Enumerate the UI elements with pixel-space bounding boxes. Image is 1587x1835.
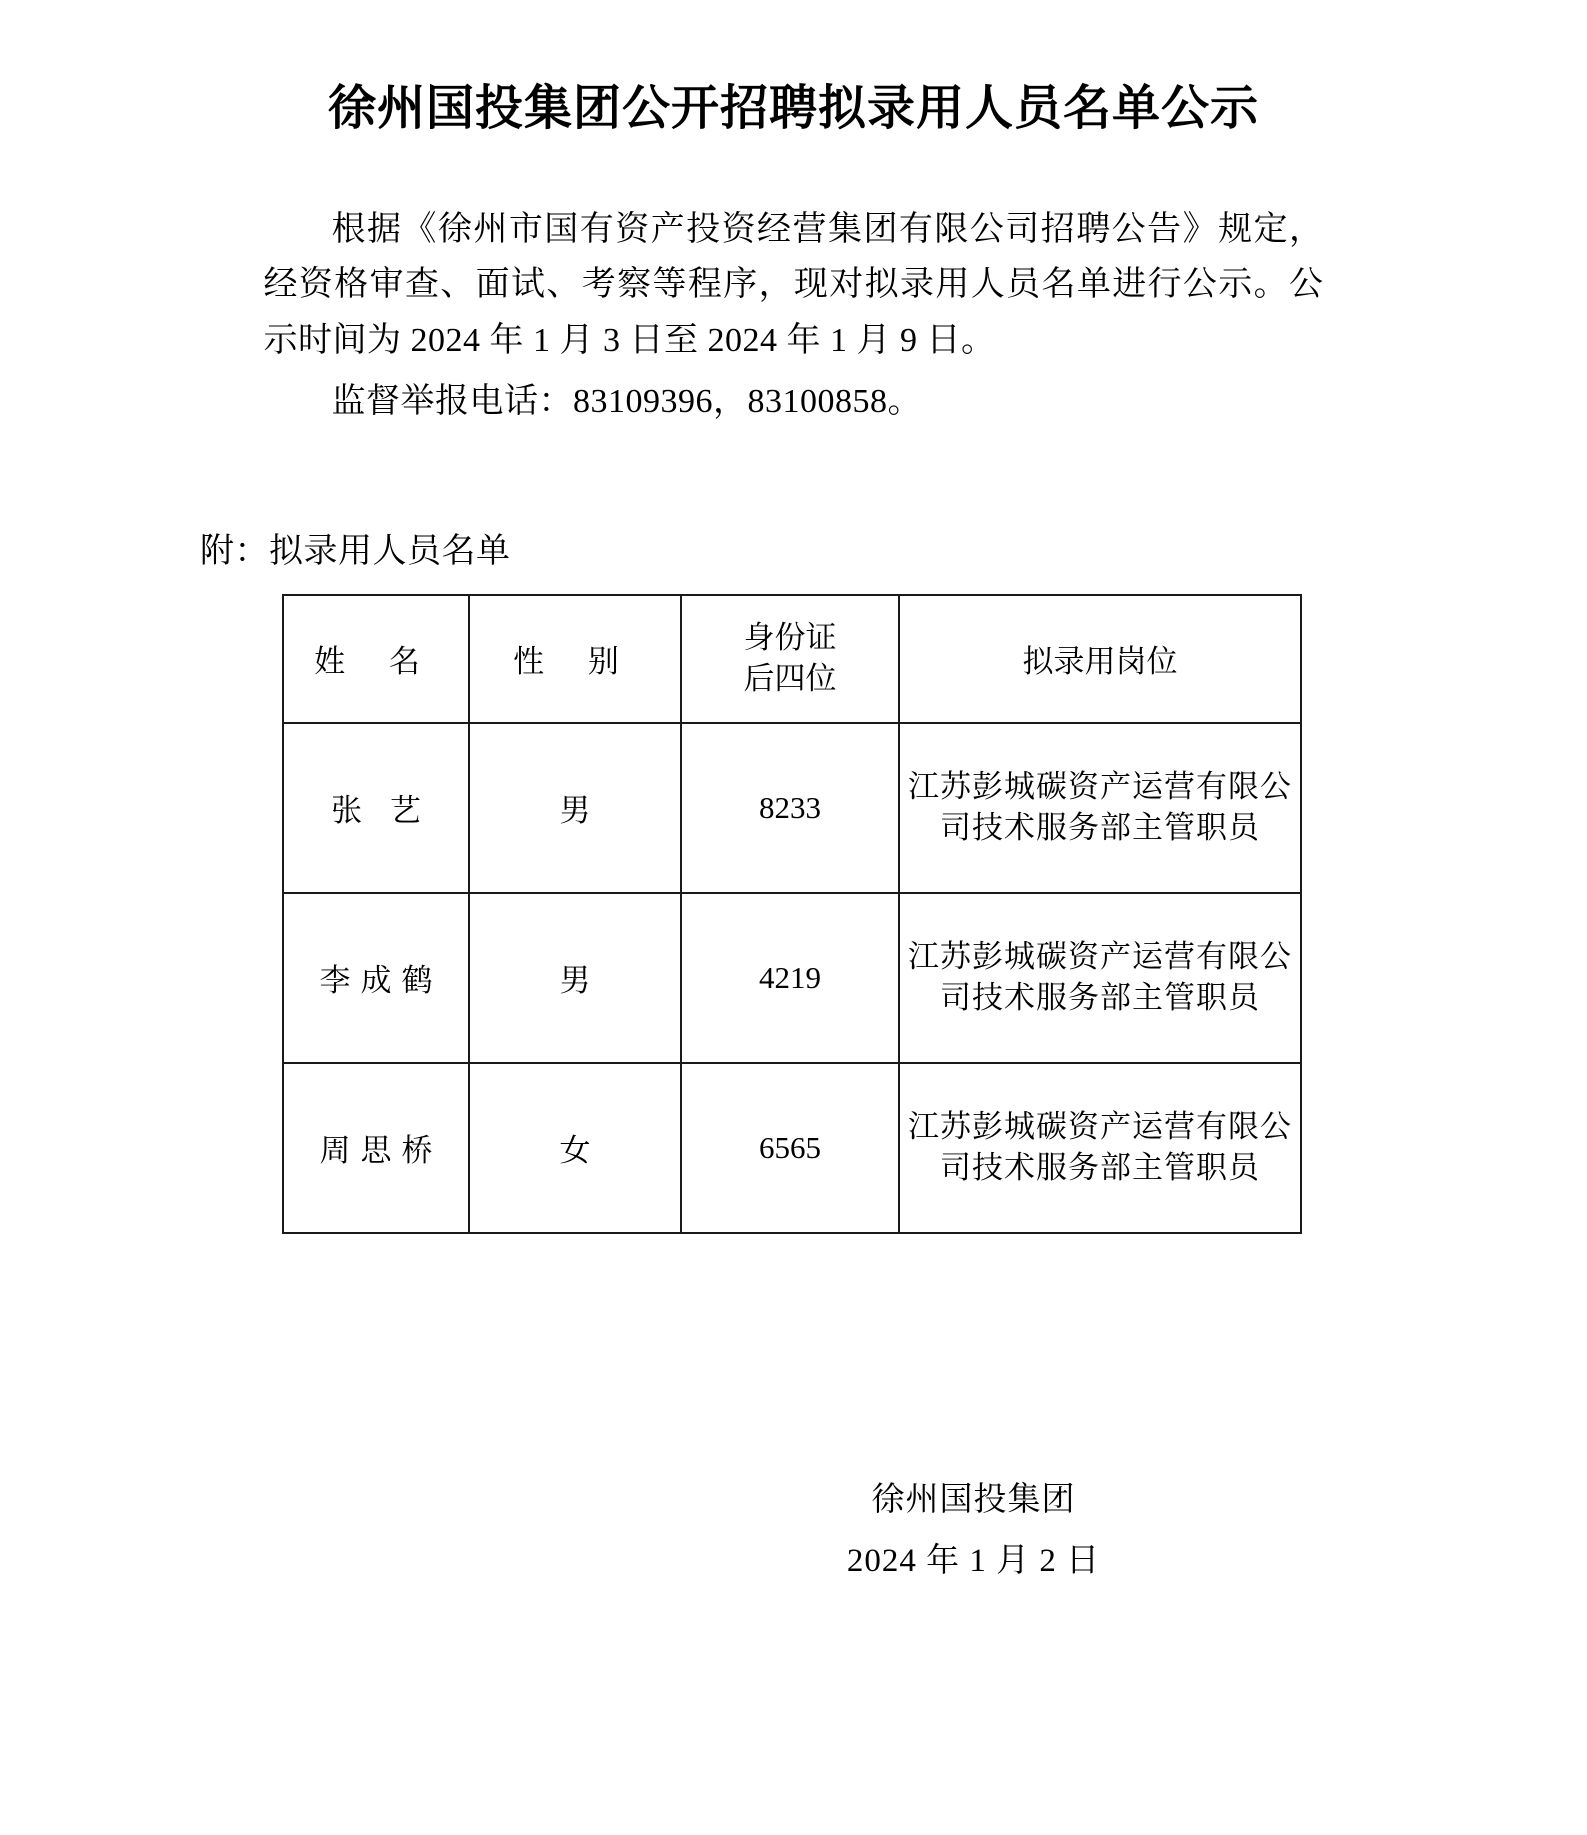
cell-gender: 男 [469,893,681,1063]
candidate-table [282,594,1302,1234]
table-row [283,723,1301,893]
table-row [283,1063,1301,1233]
column-header-gender-text: 性 别 [513,644,637,680]
column-header-post [899,595,1301,723]
column-header-id [681,595,899,723]
column-header-id-line2: 后四位 [743,660,837,696]
cell-name: 李成鹤 [283,893,469,1063]
cell-post: 江苏彭城碳资产运营有限公司技术服务部主管职员 [899,723,1301,893]
paragraph-hotline: 监督举报电话：83109396，83100858。 [331,382,922,420]
cell-id-last4: 8233 [681,723,899,893]
signoff-organization: 徐州国投集团 [871,1481,1076,1518]
cell-post: 江苏彭城碳资产运营有限公司技术服务部主管职员 [899,893,1301,1063]
cell-post: 江苏彭城碳资产运营有限公司技术服务部主管职员 [899,1063,1301,1233]
table-header-row [283,595,1301,723]
cell-name: 张 艺 [283,723,469,893]
table-row [283,893,1301,1063]
document-page [0,78,1587,1835]
column-header-name [283,595,469,723]
cell-id-last4: 6565 [681,1063,899,1233]
cell-name: 周思桥 [283,1063,469,1233]
cell-gender: 男 [469,723,681,893]
cell-id-last4: 4219 [681,893,899,1063]
attachment-label: 附：拟录用人员名单 [200,532,511,570]
cell-gender: 女 [469,1063,681,1233]
page-title: 徐州国投集团公开招聘拟录用人员名单公示 [327,82,1259,135]
column-header-post-text: 拟录用岗位 [1022,644,1178,680]
column-header-id-line1: 身份证 [743,620,837,656]
column-header-gender [469,595,681,723]
column-header-name-text: 姓 名 [314,644,438,680]
body-text [264,202,1324,428]
signoff-block [0,1470,1587,1592]
paragraph-announcement: 根据《徐州市国有资产投资经营集团有限公司招聘公告》规定，经资格审查、面试、考察等程序，现对拟录用人员名单进行公示。公示时间为 2024 年 1 月 3 日至 2024 年 1 月 9 日。 [263,211,1324,359]
signoff-date: 2024 年 1 月 2 日 [846,1542,1101,1579]
